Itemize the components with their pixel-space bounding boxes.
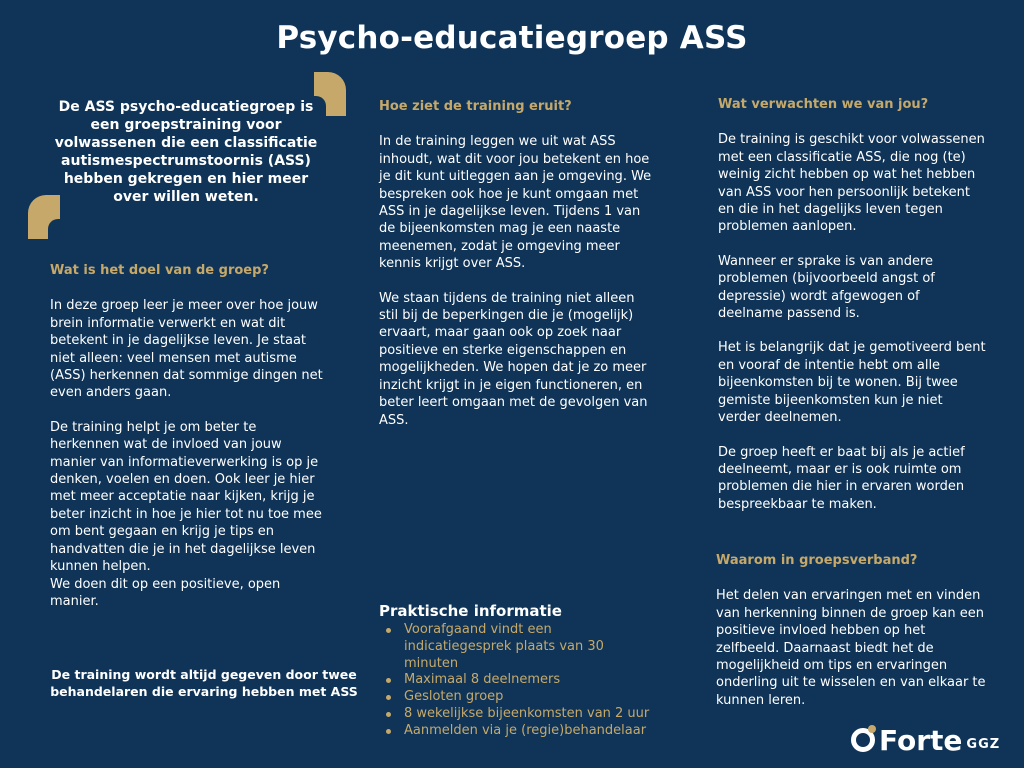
practical-info-title: Praktische informatie — [379, 602, 562, 620]
trainers-note: De training wordt altijd gegeven door twee behandelaren die ervaring hebben met ASS — [50, 667, 358, 699]
list-item: Gesloten groep — [384, 689, 654, 706]
section-doel — [50, 262, 328, 627]
section-heading: Wat verwachten we van jou? — [718, 97, 929, 112]
paragraph: De groep heeft er baat bij als je actief deelneemt, maar er is ook ruimte om problemen die hier in ervaren worden bespreekbaar te maken. — [718, 444, 965, 512]
section-verwachtingen — [718, 96, 986, 521]
logo-mark-icon — [851, 728, 875, 752]
paragraph: Het delen van ervaringen met en vinden van herkenning binnen de groep kan een positieve invloed hebben op het zelfbeeld. Daarnaast biedt het de mogelijkheid om tips en ervaringen onderling uit te wisselen en van elkaar te kunnen leren. — [716, 588, 986, 708]
paragraph: Het is belangrijk dat je gemotiveerd bent en vooraf de intentie hebt om alle bijeenkomsten bij te wonen. Bij twee gemiste bijeenkomsten kun je niet verder deelnemen. — [718, 340, 986, 426]
practical-info-list — [384, 622, 654, 740]
forte-ggz-logo — [851, 722, 1000, 756]
section-heading: Wat is het doel van de groep? — [50, 263, 269, 278]
intro-text: De ASS psycho-educatiegroep is een groepstraining voor volwassenen die een classificatie autismespectrumstoornis (ASS) hebben gekregen en hier meer over willen weten. — [54, 99, 318, 205]
logo-name: Forte — [879, 724, 963, 757]
section-heading: Waarom in groepsverband? — [716, 553, 918, 568]
paragraph: We doen dit op een positieve, open manier. — [50, 576, 281, 609]
section-training — [379, 98, 655, 446]
page-title: Psycho-educatiegroep ASS — [276, 20, 748, 56]
paragraph: Wanneer er sprake is van andere problemen (bijvoorbeeld angst of depressie) wordt afgewogen of deelname passend is. — [718, 253, 935, 322]
paragraph: In de training leggen we uit wat ASS inhoudt, wat dit voor jou betekent en hoe je dit kunt uitleggen aan je omgeving. We bespreken ook hoe je kunt omgaan met ASS in je dagelijkse leven. Tijdens 1 van de bijeenkomsten mag je een naaste meenemen, zodat je omgeving meer kennis krijgt over ASS. — [379, 134, 652, 272]
list-item: Maximaal 8 deelnemers — [384, 672, 654, 689]
list-item: Voorafgaand vindt een indicatiegesprek plaats van 30 minuten — [384, 622, 654, 672]
logo-suffix: GGZ — [966, 737, 1001, 752]
paragraph: We staan tijdens de training niet alleen stil bij de beperkingen die je (mogelijk) ervaart, maar gaan ook op zoek naar positieve en sterke eigenschappen en mogelijkheden. We hopen dat je zo meer inzicht krijgt in je eigen functioneren, en beter leert omgaan met de gevolgen van ASS. — [379, 290, 648, 428]
paragraph: De training is geschikt voor volwassenen met een classificatie ASS, die nog (te) weinig zicht hebben op wat het hebben van ASS voor hen persoonlijk betekent en die in het dagelijks leven tegen problemen aanlopen. — [718, 132, 985, 235]
list-item: Aanmelden via je (regie)behandelaar — [384, 723, 654, 740]
paragraph: De training helpt je om beter te herkennen wat de invloed van jouw manier van informatieverwerking is op je denken, voelen en doen. Ook leer je hier met meer acceptatie naar kijken, krijg je beter inzicht in hoe je hier tot nu toe mee om bent gegaan en krijg je tips en handvatten die je in het dagelijkse leven kunnen helpen. — [50, 419, 322, 575]
paragraph: In deze groep leer je meer over hoe jouw brein informatie verwerkt en wat dit betekent in je dagelijkse leven. Je staat niet alleen: veel mensen met autisme (ASS) herkennen dat sommige dingen net even anders gaan. — [50, 298, 323, 401]
section-heading: Hoe ziet de training eruit? — [379, 99, 572, 114]
section-groepsverband — [716, 552, 986, 726]
list-item: 8 wekelijkse bijeenkomsten van 2 uur — [384, 706, 654, 723]
